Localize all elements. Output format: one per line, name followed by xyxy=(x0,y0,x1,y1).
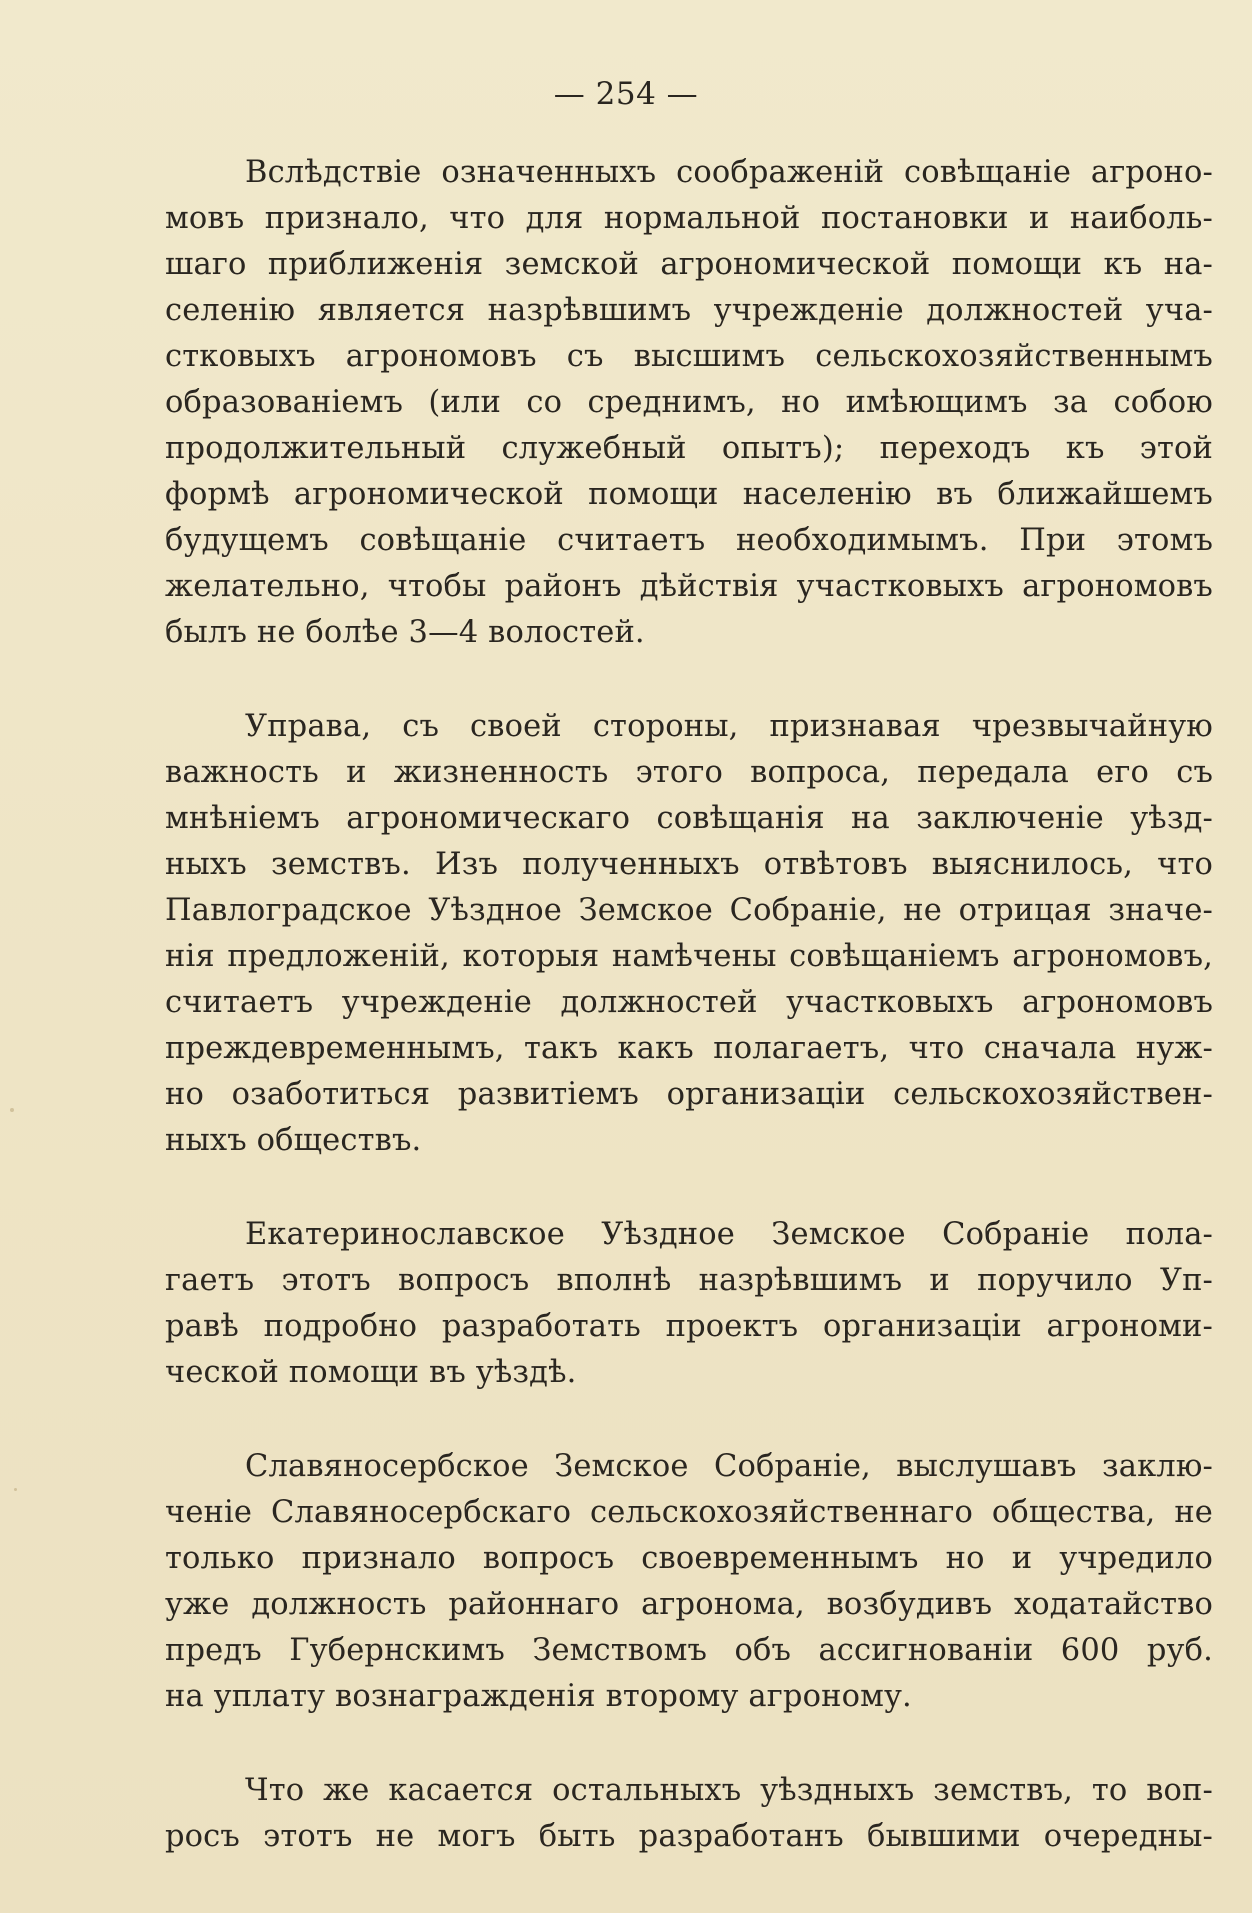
text-line: ческой помощи въ уѣздѣ. xyxy=(165,1355,577,1390)
text-line: мовъ признало, что для нормальной постановки и наиболь- xyxy=(165,201,1213,236)
text-line: росъ этотъ не могъ быть разработанъ бывшими очередны- xyxy=(165,1819,1213,1854)
paragraph-2 xyxy=(165,704,1213,1164)
text-line: на уплату вознагражденія второму агроному. xyxy=(165,1679,912,1714)
text-line: преждевременнымъ, такъ какъ полагаетъ, что сначала нуж- xyxy=(165,1031,1213,1066)
text-line: Управа, съ своей стороны, признавая чрезвычайную xyxy=(245,709,1213,744)
text-line: но озаботиться развитіемъ организаціи сельскохозяйствен- xyxy=(165,1077,1213,1112)
text-line: равѣ подробно разработать проектъ организаціи агрономи- xyxy=(165,1309,1213,1344)
text-line: важность и жизненность этого вопроса, передала его съ xyxy=(165,755,1213,790)
text-line: Павлоградское Уѣздное Земское Собраніе, не отрицая значе- xyxy=(165,893,1213,928)
text-line: селенію является назрѣвшимъ учрежденіе должностей уча- xyxy=(165,293,1213,328)
text-line: стковыхъ агрономовъ съ высшимъ сельскохозяйственнымъ xyxy=(165,339,1213,374)
text-line: продолжительный служебный опытъ); переходъ къ этой xyxy=(165,431,1213,466)
text-line: ченіе Славяносербскаго сельскохозяйственнаго общества, не xyxy=(165,1495,1213,1530)
text-line: уже должность районнаго агронома, возбудивъ ходатайство xyxy=(165,1587,1213,1622)
text-line: формѣ агрономической помощи населенію въ ближайшемъ xyxy=(165,477,1213,512)
paper-speck xyxy=(14,1488,17,1491)
paragraph-5 xyxy=(165,1768,1213,1860)
text-line: Вслѣдствіе означенныхъ соображеній совѣщаніе агроно- xyxy=(245,155,1213,190)
page-number: — 254 — xyxy=(553,76,699,112)
body-text xyxy=(165,150,1213,1908)
text-line: Славяносербское Земское Собраніе, выслушавъ заклю- xyxy=(245,1449,1213,1484)
text-line: мнѣніемъ агрономическаго совѣщанія на заключеніе уѣзд- xyxy=(165,801,1213,836)
text-line: предъ Губернскимъ Земствомъ объ ассигнованіи 600 руб. xyxy=(165,1633,1213,1668)
text-line: будущемъ совѣщаніе считаетъ необходимымъ. При этомъ xyxy=(165,523,1213,558)
text-line: нія предложеній, которыя намѣчены совѣщаніемъ агрономовъ, xyxy=(165,939,1213,974)
text-line: считаетъ учрежденіе должностей участковыхъ агрономовъ xyxy=(165,985,1213,1020)
text-line: шаго приближенія земской агрономической помощи къ на- xyxy=(165,247,1213,282)
paragraph-4 xyxy=(165,1444,1213,1720)
text-line: желательно, чтобы районъ дѣйствія участковыхъ агрономовъ xyxy=(165,569,1213,604)
text-line: гаетъ этотъ вопросъ вполнѣ назрѣвшимъ и поручило Уп- xyxy=(165,1263,1213,1298)
paper-speck xyxy=(10,1108,14,1112)
paragraph-3 xyxy=(165,1212,1213,1396)
paragraph-1 xyxy=(165,150,1213,656)
text-line: ныхъ обществъ. xyxy=(165,1123,422,1158)
text-line: былъ не болѣе 3—4 волостей. xyxy=(165,615,645,650)
text-line: ныхъ земствъ. Изъ полученныхъ отвѣтовъ выяснилось, что xyxy=(165,847,1213,882)
text-line: Екатеринославское Уѣздное Земское Собраніе пола- xyxy=(245,1217,1213,1252)
text-line: образованіемъ (или со среднимъ, но имѣющимъ за собою xyxy=(165,385,1213,420)
text-line: только признало вопросъ своевременнымъ но и учредило xyxy=(165,1541,1213,1576)
text-line: Что же касается остальныхъ уѣздныхъ земствъ, то воп- xyxy=(245,1773,1213,1808)
